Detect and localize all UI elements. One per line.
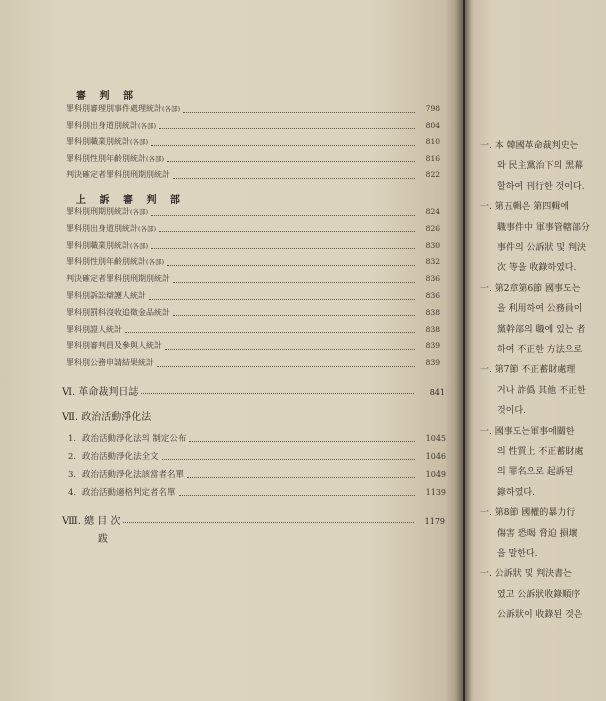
right-page-line: 一. 第8節 國權的暴力行 [480,508,576,519]
item-number: 2. [68,452,77,462]
leader-dots [151,145,415,146]
toc-entry-label: 罪科別職業別統計(各部) [66,137,149,146]
chapter-6-entry [62,383,445,399]
toc-entry-page: 830 [425,240,440,250]
item-number: 1. [68,434,77,444]
toc-entry-page: 832 [425,257,440,267]
leader-dots [189,441,415,442]
trial-section-heading: 審 判 部 [76,91,138,102]
right-page-line: 一. 公訴狀 및 判決書는 [480,569,572,580]
toc-entry-page: 836 [425,291,440,300]
toc-entry-note: (各部) [162,105,181,113]
toc-entry [66,169,440,183]
right-page-line: 職事件中 軍事管轄部分 [497,222,590,233]
toc-entry [66,357,440,371]
right-page-line: 傷害 恐喝 脅迫 損壞 [497,528,578,539]
toc-entry-label: 罪科別出身道別統計(各部) [66,223,157,233]
leader-dots [159,231,415,232]
toc-entry-page: 804 [425,120,440,130]
right-page-line: 거나 詐僞 其他 不正한 [497,385,586,396]
right-page-line: 와 民主黨治下의 黑幕 [497,161,584,172]
right-page-line: 을 利用하여 公務員이 [497,304,583,315]
toc-entry [66,324,440,338]
toc-entry-label: 罪科別公務申請結果統計 [66,358,154,368]
toc-entry-label: 罪科別審理別事件處理統計(各部) [66,104,181,113]
chapter-6-page: 841 [429,388,445,397]
item-label: 政治活動淨化法全文 [82,452,159,462]
toc-entry-label: 罪科別證人統計 [66,324,122,334]
right-page-line: 次 等을 收錄하였다. [497,263,577,274]
right-page-line: 事件의 公訴狀 및 判決 [497,243,586,253]
toc-entry-note: (各部) [130,208,149,216]
leader-dots [183,112,415,113]
toc-entry-page: 836 [425,274,440,284]
toc-entry-label: 罪科別罰科沒收追徵金品統計 [66,307,170,317]
toc-entry-label: 罪科別刑期別統計(各部) [66,207,149,216]
toc-entry [66,223,440,237]
item-page: 1139 [425,488,446,497]
toc-entry [66,120,440,134]
toc-entry-page: 838 [425,307,440,317]
toc-entry [66,340,440,354]
toc-entry-label: 罪科別性別年齡別統計(各部) [66,257,165,267]
toc-entry-page: 798 [425,104,440,113]
toc-entry-page: 824 [425,207,440,216]
right-page-line: 하여 不正한 方法으로 [497,345,583,355]
right-page-line: 錄하였다. [497,487,535,498]
toc-entry-label: 罪科別審判員及參與人統計 [66,341,162,351]
toc-entry-page: 826 [425,223,440,233]
chapter-7-item [68,432,446,446]
chapter-7-item [68,468,446,482]
right-page-line: 할하여 刊行한 것이다. [497,181,585,192]
toc-entry-label: 罪科別性別年齡別統計(各部) [66,153,165,163]
leader-dots [173,315,415,316]
chapter-6-title: Ⅵ. 革命裁判日誌 [62,387,139,398]
leader-dots [123,522,414,523]
toc-entry-page: 822 [425,170,440,179]
right-page-line: 一. 本 韓國革命裁判史는 [480,141,579,151]
toc-entry-note: (各部) [146,258,165,267]
leader-dots [125,332,415,333]
leader-dots [167,265,415,266]
right-page-line: 一. 第7節 不正蓄財處理 [480,365,576,376]
toc-entry-page: 839 [425,358,440,368]
leader-dots [141,393,414,394]
toc-entry [66,240,440,254]
toc-entry [66,290,440,304]
toc-entry-note: (各部) [146,154,165,163]
right-page-line: 一. 第五輯은 第四輯에 [480,202,569,213]
leader-dots [159,128,415,129]
toc-entry-label: 判決確定者罪科別刑期別統計 [66,274,170,284]
toc-entry [66,153,440,167]
leader-dots [165,349,415,350]
toc-entry-note: (各部) [130,138,149,146]
right-page-line: 것이다. [497,406,526,417]
right-page-line: 一. 第2章第6節 國事도는 [480,283,581,294]
right-page-line: 一. 國事도는軍事에關한 [480,426,575,437]
leader-dots [179,495,415,496]
right-page-line: 을 말한다. [497,549,538,559]
appeal-section-heading: 上 訴 審 判 部 [76,195,185,206]
leader-dots [162,459,415,460]
toc-entry-label: 罪科別職業別統計(各部) [66,240,149,250]
right-page-line: 였고 公訴狀收錄順序 [497,589,581,600]
chapter-7-item [68,450,446,464]
item-page: 1049 [425,470,446,479]
toc-entry-label: 罪科別出身道別統計(各部) [66,120,157,130]
leader-dots [151,215,415,216]
item-page: 1046 [425,452,446,461]
chapter-8-entry [62,512,445,528]
item-label: 政治活動淨化法의 制定公布 [82,434,187,444]
toc-entry-note: (各部) [130,241,149,250]
book-gutter [455,0,471,701]
toc-entry-note: (各部) [138,224,157,233]
leader-dots [149,299,415,300]
toc-entry [66,307,440,321]
toc-entry-page: 816 [425,153,440,163]
item-page: 1045 [425,434,446,443]
toc-entry [66,103,440,117]
toc-entry [66,136,440,150]
item-label: 政治活動淨化法該當者名單 [82,470,185,480]
toc-entry [66,273,440,287]
leader-dots [173,178,415,179]
right-page-line: 黨幹部의 職에 있는 者 [497,324,586,335]
right-page-line: 의 罪名으로 起訴된 [497,467,574,478]
leader-dots [151,248,415,249]
item-number: 4. [68,488,77,498]
leader-dots [173,282,415,283]
chapter-8-title: Ⅷ. 總 目 次 [62,516,121,527]
leader-dots [167,161,415,162]
right-page-line: 公訴狀이 收錄된 것은 [497,610,583,621]
leader-dots [157,366,415,367]
toc-entry [66,256,440,270]
item-label: 政治活動適格判定者名單 [82,488,176,498]
toc-entry-page: 839 [425,341,440,351]
toc-entry-page: 838 [425,324,440,334]
toc-entry-note: (各部) [138,121,157,130]
toc-entry [66,206,440,220]
chapter-7-item [68,486,446,500]
right-page-line: 의 性質上 不正蓄財處 [497,447,584,457]
toc-entry-label: 判決確定者罪科別刑期別統計 [66,170,170,179]
item-number: 3. [68,470,77,480]
toc-entry-label: 罪科別訴訟辯護人統計 [66,291,146,300]
toc-entry-page: 810 [425,137,440,146]
chapter-8-page: 1179 [424,517,445,526]
leader-dots [187,477,415,478]
afterword-label: 跋 [98,534,108,545]
chapter-7-title: Ⅶ. 政治活動淨化法 [62,412,152,423]
